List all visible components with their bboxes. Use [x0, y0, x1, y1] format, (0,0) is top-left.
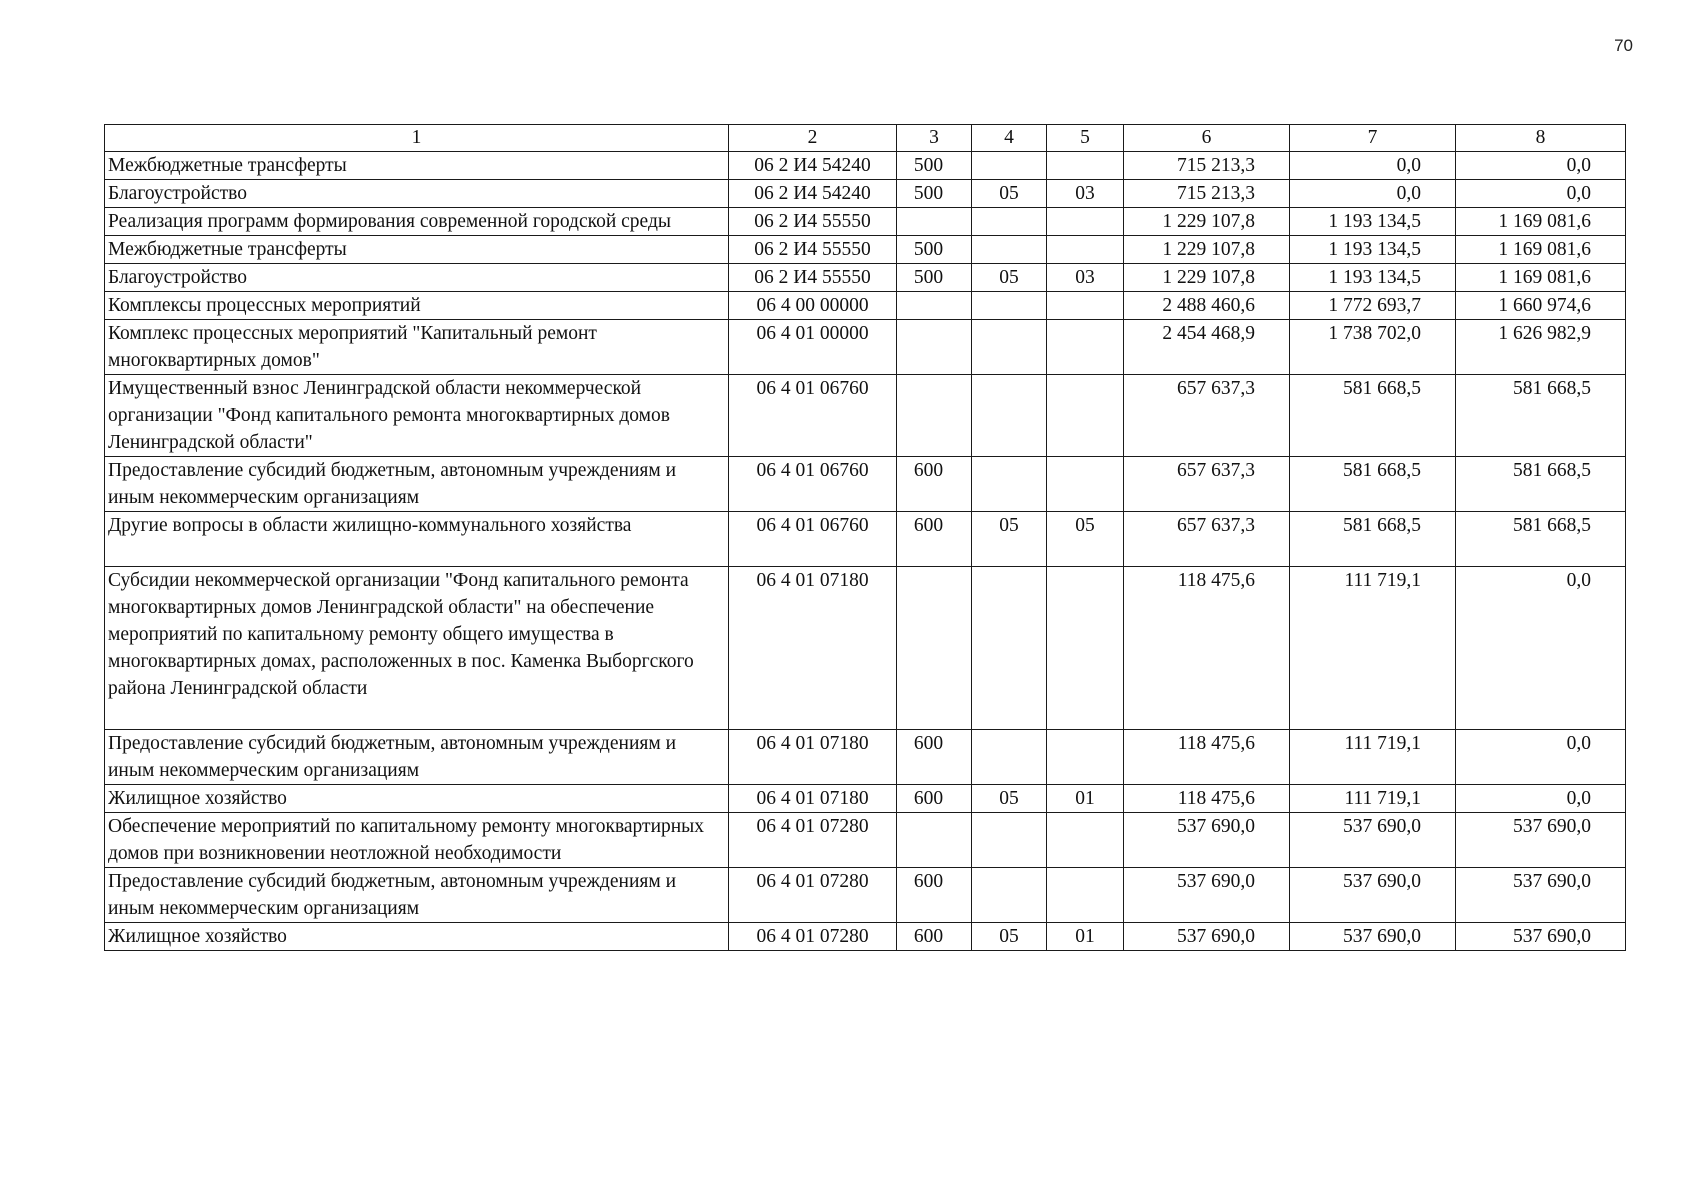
header-row [105, 125, 1626, 152]
table-row [105, 923, 1626, 951]
table-row [105, 292, 1626, 320]
section [972, 457, 1047, 512]
section: 05 [972, 180, 1047, 208]
item-name: Межбюджетные трансферты [105, 236, 729, 264]
section [972, 152, 1047, 180]
item-name: Предоставление субсидий бюджетным, автономным учреждениям и иным некоммерческим организациям [105, 868, 729, 923]
subsection: 03 [1047, 264, 1124, 292]
expense-type: 600 [897, 730, 972, 785]
amount-col7: 1 738 702,0 [1290, 320, 1456, 375]
target-code: 06 4 01 00000 [729, 320, 897, 375]
table-row [105, 180, 1626, 208]
header-cell: 6 [1124, 125, 1290, 152]
subsection: 05 [1047, 512, 1124, 567]
expense-type: 600 [897, 457, 972, 512]
amount-col6: 2 454 468,9 [1124, 320, 1290, 375]
item-name: Комплексы процессных мероприятий [105, 292, 729, 320]
amount-col7: 581 668,5 [1290, 512, 1456, 567]
target-code: 06 2 И4 55550 [729, 236, 897, 264]
amount-col6: 1 229 107,8 [1124, 264, 1290, 292]
item-name: Субсидии некоммерческой организации "Фонд капитального ремонта многоквартирных домов Ленинградской области" на обеспечение мероприятий по капитальному ремонту общего имущества в многоквартирных домах, расположенных в пос. Каменка Выборгского района Ленинградской области [105, 567, 729, 730]
subsection [1047, 730, 1124, 785]
target-code: 06 4 01 06760 [729, 512, 897, 567]
item-name: Обеспечение мероприятий по капитальному ремонту многоквартирных домов при возникновении неотложной необходимости [105, 813, 729, 868]
table-row [105, 868, 1626, 923]
expense-type: 500 [897, 180, 972, 208]
table-row [105, 375, 1626, 457]
expense-type [897, 208, 972, 236]
subsection [1047, 236, 1124, 264]
item-name: Предоставление субсидий бюджетным, автономным учреждениям и иным некоммерческим организациям [105, 730, 729, 785]
table-row [105, 152, 1626, 180]
amount-col6: 537 690,0 [1124, 868, 1290, 923]
section [972, 208, 1047, 236]
expense-type: 600 [897, 785, 972, 813]
target-code: 06 4 01 07180 [729, 785, 897, 813]
amount-col6: 537 690,0 [1124, 813, 1290, 868]
section [972, 236, 1047, 264]
subsection [1047, 868, 1124, 923]
amount-col7: 1 193 134,5 [1290, 264, 1456, 292]
target-code: 06 2 И4 54240 [729, 152, 897, 180]
amount-col8: 581 668,5 [1456, 375, 1626, 457]
section [972, 320, 1047, 375]
target-code: 06 4 00 00000 [729, 292, 897, 320]
amount-col8: 581 668,5 [1456, 457, 1626, 512]
table-row [105, 785, 1626, 813]
amount-col8: 581 668,5 [1456, 512, 1626, 567]
amount-col7: 537 690,0 [1290, 868, 1456, 923]
amount-col8: 537 690,0 [1456, 923, 1626, 951]
amount-col7: 1 772 693,7 [1290, 292, 1456, 320]
table-row [105, 730, 1626, 785]
section: 05 [972, 512, 1047, 567]
item-name: Жилищное хозяйство [105, 785, 729, 813]
amount-col8: 1 169 081,6 [1456, 208, 1626, 236]
table-row [105, 236, 1626, 264]
header-cell: 3 [897, 125, 972, 152]
amount-col7: 0,0 [1290, 180, 1456, 208]
page-number: 70 [1614, 36, 1633, 55]
amount-col7: 111 719,1 [1290, 567, 1456, 730]
subsection [1047, 813, 1124, 868]
amount-col8: 0,0 [1456, 785, 1626, 813]
amount-col7: 537 690,0 [1290, 813, 1456, 868]
header-cell: 2 [729, 125, 897, 152]
amount-col7: 111 719,1 [1290, 730, 1456, 785]
target-code: 06 4 01 06760 [729, 375, 897, 457]
subsection: 01 [1047, 785, 1124, 813]
amount-col8: 1 626 982,9 [1456, 320, 1626, 375]
amount-col7: 581 668,5 [1290, 457, 1456, 512]
section: 05 [972, 785, 1047, 813]
amount-col6: 657 637,3 [1124, 512, 1290, 567]
expense-type: 600 [897, 868, 972, 923]
item-name: Благоустройство [105, 180, 729, 208]
amount-col7: 0,0 [1290, 152, 1456, 180]
expense-type [897, 375, 972, 457]
header-cell: 1 [105, 125, 729, 152]
amount-col6: 2 488 460,6 [1124, 292, 1290, 320]
header-cell: 8 [1456, 125, 1626, 152]
target-code: 06 2 И4 55550 [729, 264, 897, 292]
header-cell: 7 [1290, 125, 1456, 152]
expense-type: 600 [897, 512, 972, 567]
expense-type [897, 292, 972, 320]
table-row [105, 512, 1626, 567]
section [972, 567, 1047, 730]
section [972, 375, 1047, 457]
amount-col6: 1 229 107,8 [1124, 208, 1290, 236]
target-code: 06 4 01 07280 [729, 923, 897, 951]
expense-type: 600 [897, 923, 972, 951]
table-row [105, 567, 1626, 730]
target-code: 06 4 01 07280 [729, 813, 897, 868]
item-name: Жилищное хозяйство [105, 923, 729, 951]
header-cell: 5 [1047, 125, 1124, 152]
header-cell: 4 [972, 125, 1047, 152]
budget-table [104, 124, 1626, 951]
amount-col6: 715 213,3 [1124, 180, 1290, 208]
section: 05 [972, 264, 1047, 292]
amount-col7: 581 668,5 [1290, 375, 1456, 457]
amount-col6: 657 637,3 [1124, 375, 1290, 457]
amount-col6: 118 475,6 [1124, 567, 1290, 730]
item-name: Имущественный взнос Ленинградской области некоммерческой организации "Фонд капитального ремонта многоквартирных домов Ленинградской области" [105, 375, 729, 457]
amount-col7: 111 719,1 [1290, 785, 1456, 813]
target-code: 06 2 И4 54240 [729, 180, 897, 208]
item-name: Комплекс процессных мероприятий "Капитальный ремонт многоквартирных домов" [105, 320, 729, 375]
amount-col8: 1 660 974,6 [1456, 292, 1626, 320]
subsection [1047, 320, 1124, 375]
section [972, 730, 1047, 785]
section: 05 [972, 923, 1047, 951]
subsection [1047, 152, 1124, 180]
subsection: 01 [1047, 923, 1124, 951]
target-code: 06 2 И4 55550 [729, 208, 897, 236]
amount-col8: 0,0 [1456, 567, 1626, 730]
amount-col8: 0,0 [1456, 180, 1626, 208]
amount-col6: 657 637,3 [1124, 457, 1290, 512]
subsection [1047, 208, 1124, 236]
amount-col6: 715 213,3 [1124, 152, 1290, 180]
table-row [105, 457, 1626, 512]
amount-col8: 537 690,0 [1456, 813, 1626, 868]
amount-col8: 0,0 [1456, 152, 1626, 180]
section [972, 868, 1047, 923]
item-name: Благоустройство [105, 264, 729, 292]
amount-col7: 1 193 134,5 [1290, 208, 1456, 236]
amount-col8: 537 690,0 [1456, 868, 1626, 923]
item-name: Другие вопросы в области жилищно-коммунального хозяйства [105, 512, 729, 567]
amount-col8: 1 169 081,6 [1456, 264, 1626, 292]
subsection [1047, 457, 1124, 512]
target-code: 06 4 01 07280 [729, 868, 897, 923]
expense-type: 500 [897, 236, 972, 264]
amount-col7: 537 690,0 [1290, 923, 1456, 951]
amount-col6: 118 475,6 [1124, 785, 1290, 813]
amount-col6: 118 475,6 [1124, 730, 1290, 785]
table-row [105, 264, 1626, 292]
subsection [1047, 567, 1124, 730]
expense-type [897, 320, 972, 375]
expense-type [897, 813, 972, 868]
item-name: Межбюджетные трансферты [105, 152, 729, 180]
expense-type: 500 [897, 264, 972, 292]
target-code: 06 4 01 07180 [729, 567, 897, 730]
item-name: Реализация программ формирования современной городской среды [105, 208, 729, 236]
table-row [105, 813, 1626, 868]
amount-col6: 537 690,0 [1124, 923, 1290, 951]
amount-col6: 1 229 107,8 [1124, 236, 1290, 264]
expense-type [897, 567, 972, 730]
table-row [105, 320, 1626, 375]
subsection [1047, 375, 1124, 457]
table-row [105, 208, 1626, 236]
section [972, 813, 1047, 868]
amount-col8: 1 169 081,6 [1456, 236, 1626, 264]
target-code: 06 4 01 07180 [729, 730, 897, 785]
subsection: 03 [1047, 180, 1124, 208]
amount-col7: 1 193 134,5 [1290, 236, 1456, 264]
item-name: Предоставление субсидий бюджетным, автономным учреждениям и иным некоммерческим организациям [105, 457, 729, 512]
section [972, 292, 1047, 320]
target-code: 06 4 01 06760 [729, 457, 897, 512]
expense-type: 500 [897, 152, 972, 180]
amount-col8: 0,0 [1456, 730, 1626, 785]
subsection [1047, 292, 1124, 320]
